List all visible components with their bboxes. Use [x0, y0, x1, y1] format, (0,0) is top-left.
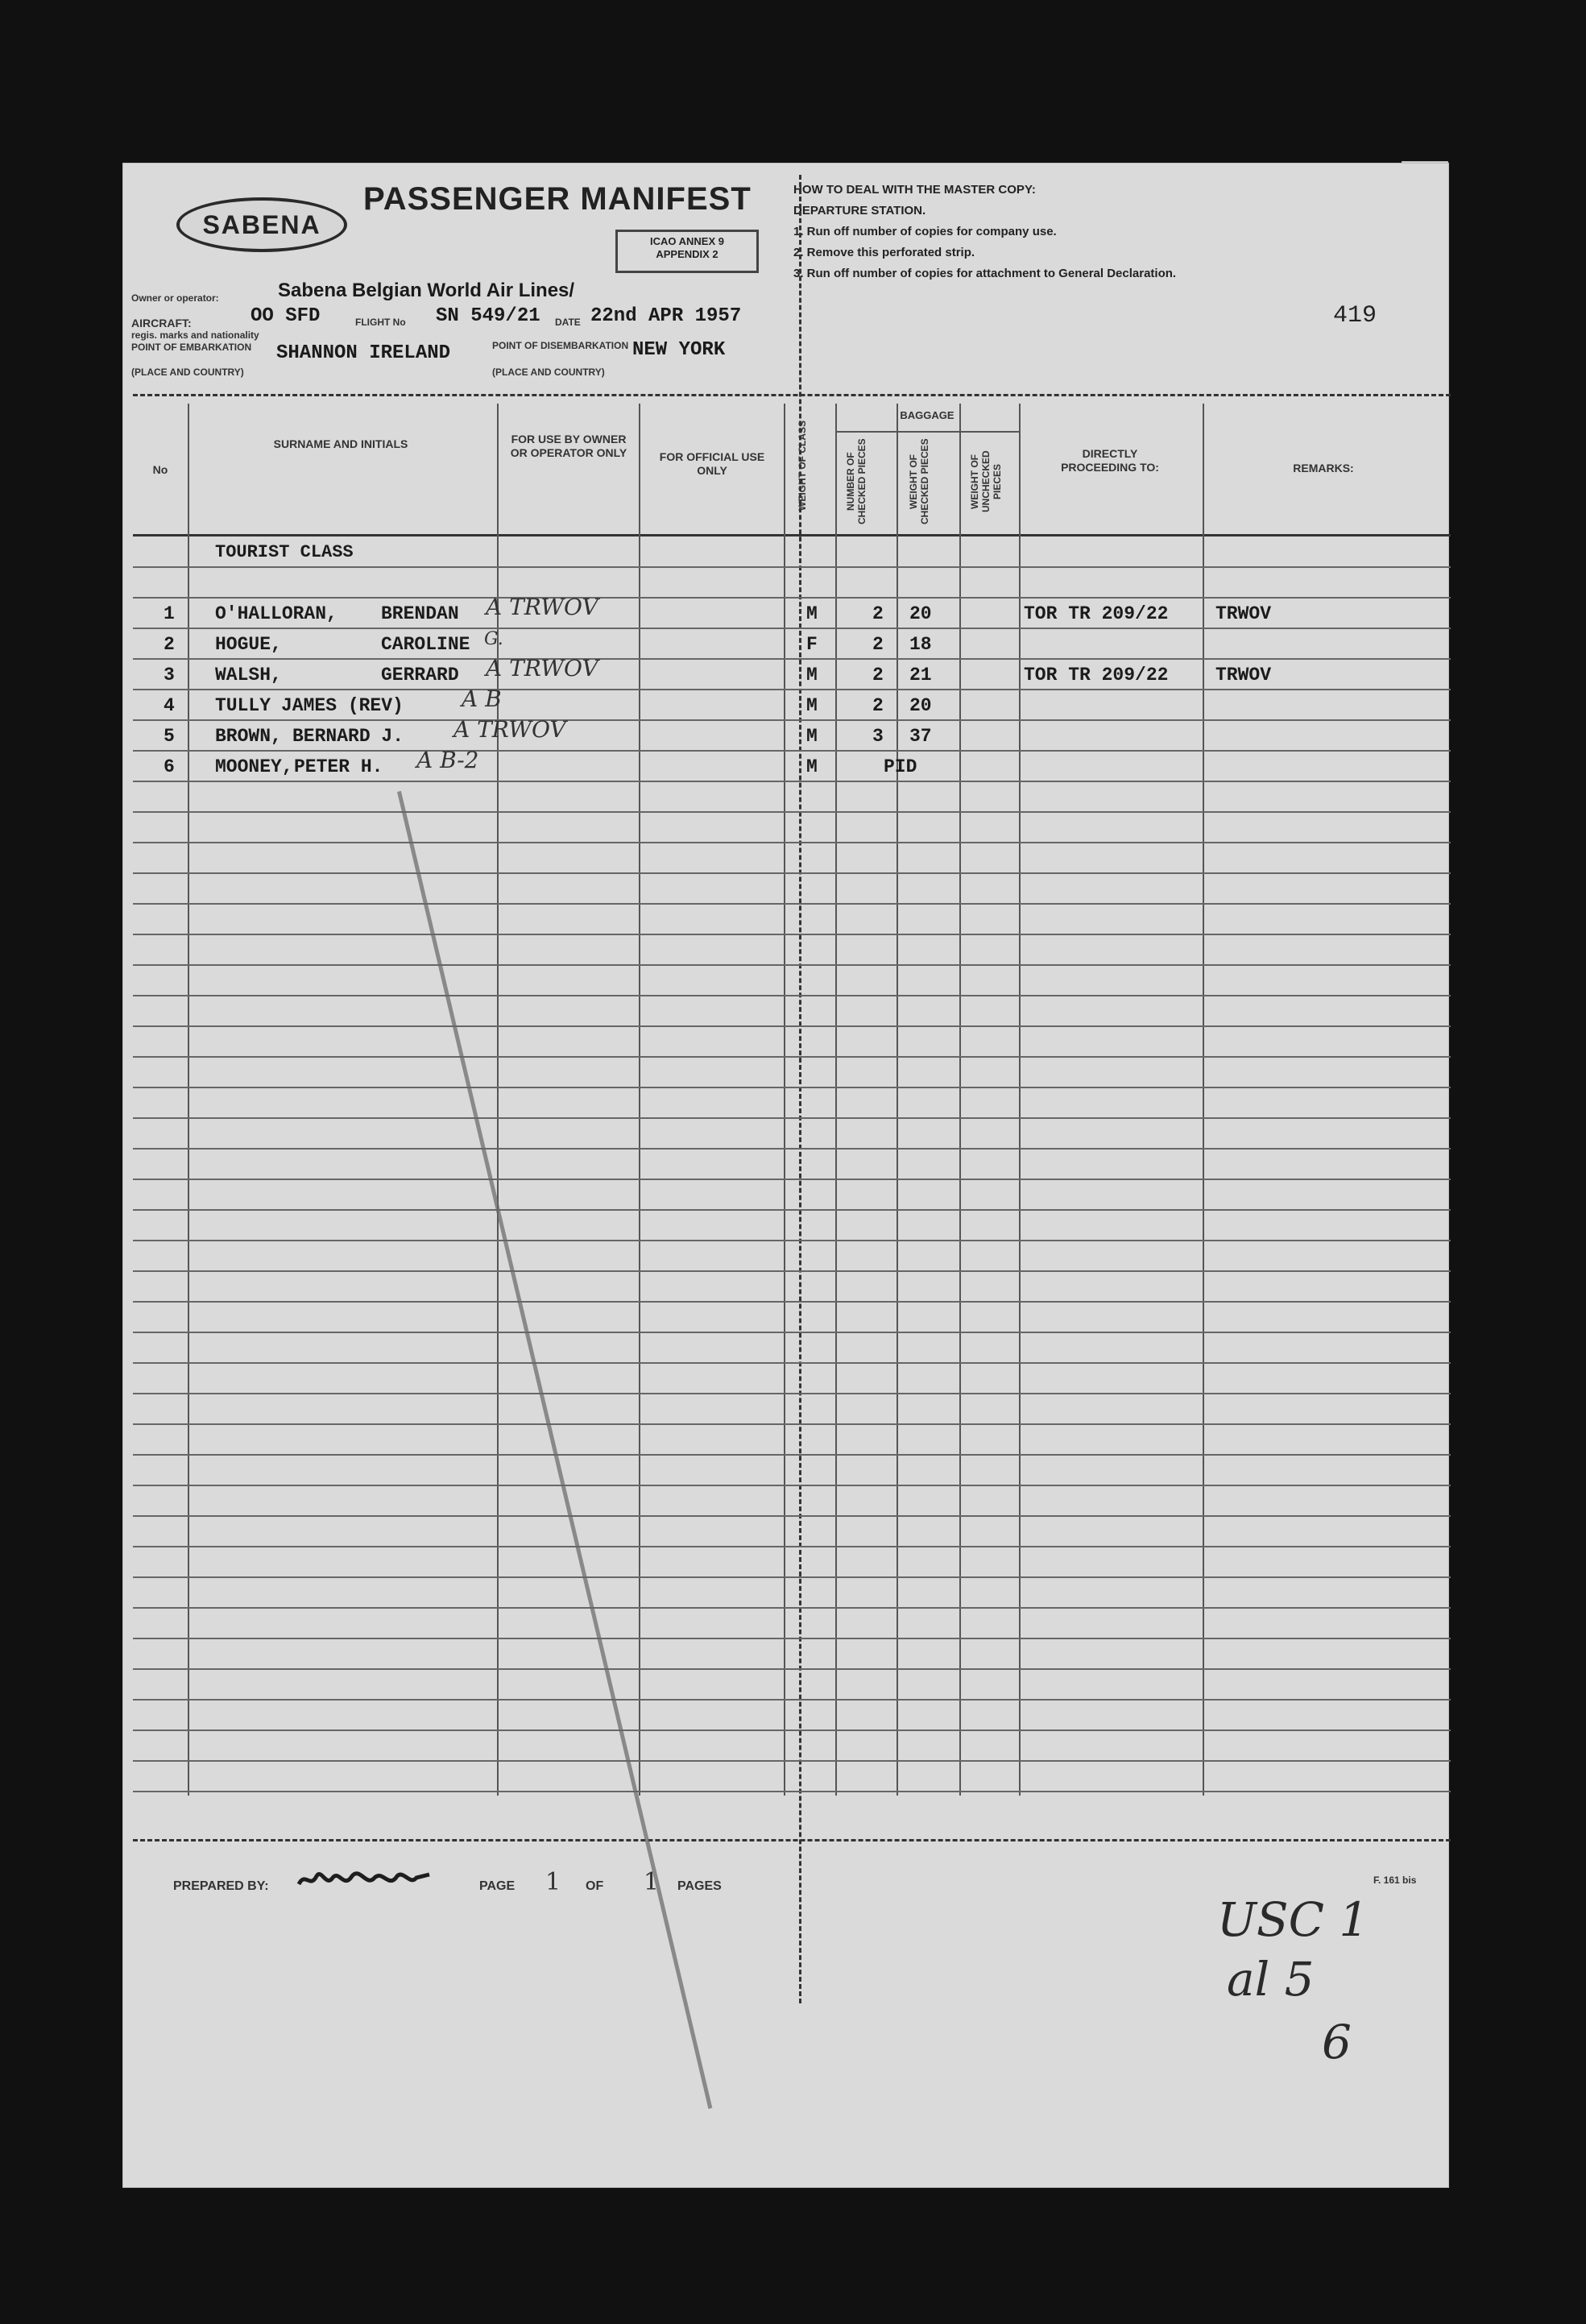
column-header-remarks: REMARKS: [1293, 462, 1354, 474]
row-surname: MOONEY, [215, 756, 293, 777]
table-rule [133, 1454, 1451, 1456]
table-rule [133, 1209, 1451, 1211]
table-rule [133, 1515, 1451, 1517]
icao-stamp [615, 230, 759, 273]
row-surname: BROWN, [215, 726, 282, 747]
row-surname: WALSH, [215, 665, 282, 686]
column-divider [639, 404, 640, 1796]
column-header-official-use: FOR OFFICIAL USE ONLY [659, 450, 765, 477]
form-code: F. 161 bis [1373, 1875, 1417, 1886]
row-handwritten-annotation: A B [462, 686, 502, 712]
table-rule [133, 1025, 1451, 1027]
column-divider [897, 404, 898, 1796]
table-rule [133, 872, 1451, 874]
row-pieces: 2 [872, 665, 884, 686]
row-pieces: PID [884, 756, 917, 777]
handwritten-note: al 5 [1227, 1952, 1315, 2007]
flight-label: FLIGHT No [355, 317, 406, 328]
preparer-signature-icon [296, 1866, 433, 1892]
column-header-weight: WEIGHT OF CLASS [797, 420, 808, 511]
table-rule [133, 566, 1451, 568]
column-header-weight-unchecked: WEIGHT OF UNCHECKED PIECES [969, 450, 1003, 513]
row-initials: BRENDAN [381, 603, 459, 624]
instructions-subtitle: DEPARTURE STATION. [793, 204, 926, 217]
column-header-surname: SURNAME AND INITIALS [273, 437, 408, 450]
table-rule [133, 1179, 1451, 1180]
row-initials: GERRARD [381, 665, 459, 686]
disembark-value: NEW YORK [632, 339, 726, 361]
aircraft-label: AIRCRAFT: [131, 317, 192, 329]
row-handwritten-annotation: A TRWOV [453, 716, 566, 743]
table-rule [133, 1485, 1451, 1486]
row-no: 5 [164, 726, 175, 747]
baggage-divider [835, 431, 1019, 433]
handwritten-note: USC 1 [1217, 1892, 1369, 1947]
row-initials: JAMES (REV) [281, 695, 404, 716]
date-label: DATE [555, 317, 581, 328]
sabena-logo: SABENA [176, 197, 347, 252]
column-divider [1203, 404, 1204, 1796]
column-header-owner-use: FOR USE BY OWNER OR OPERATOR ONLY [510, 433, 627, 459]
column-header-bottom [133, 534, 1451, 536]
table-rule [133, 628, 1451, 629]
column-divider [188, 404, 189, 1796]
row-no: 3 [164, 665, 175, 686]
row-remarks: TRWOV [1215, 603, 1272, 624]
flight-value: SN 549/21 [436, 305, 540, 327]
operator-value: Sabena Belgian World Air Lines/ [278, 280, 575, 301]
column-header-weight-checked: WEIGHT OF CHECKED PIECES [908, 438, 930, 525]
row-no: 1 [164, 603, 175, 624]
row-surname: O'HALLORAN, [215, 603, 337, 624]
row-weight: 20 [909, 695, 932, 716]
table-rule [133, 811, 1451, 813]
header-divider [133, 394, 1451, 396]
table-rule [133, 719, 1451, 721]
column-divider [835, 404, 837, 1796]
row-sex: F [806, 634, 818, 655]
table-rule [133, 658, 1451, 660]
table-rule [133, 1301, 1451, 1303]
pen-stroke [397, 791, 712, 2109]
embark-value: SHANNON IRELAND [276, 342, 451, 364]
row-handwritten-annotation: A TRWOV [486, 594, 598, 620]
table-rule [133, 1638, 1451, 1639]
row-no: 4 [164, 695, 175, 716]
page-title: PASSENGER MANIFEST [363, 181, 752, 217]
table-rule [133, 1607, 1451, 1609]
disembark-label: POINT OF DISEMBARKATION [492, 340, 629, 351]
table-rule [133, 1148, 1451, 1150]
row-no: 6 [164, 756, 175, 777]
instructions [793, 180, 1176, 284]
stamp-line: APPENDIX 2 [656, 248, 718, 260]
row-sex: M [806, 665, 818, 686]
table-rule [133, 1576, 1451, 1578]
page-stamp-number: 419 [1333, 302, 1377, 329]
table-rule [133, 1546, 1451, 1547]
table-rule [133, 842, 1451, 843]
row-proceeding: TOR TR 209/22 [1024, 665, 1169, 686]
section-label: TOURIST CLASS [215, 542, 354, 562]
footer-divider [133, 1839, 1451, 1841]
table-rule [133, 995, 1451, 996]
embark-label: POINT OF EMBARKATION [131, 342, 252, 353]
regis-label: regis. marks and nationality [131, 329, 259, 341]
row-handwritten-annotation: G. [484, 629, 503, 649]
table-rule [133, 1362, 1451, 1364]
table-rule [133, 1760, 1451, 1762]
row-pieces: 2 [872, 695, 884, 716]
table-rule [133, 1332, 1451, 1333]
stamp-line: ICAO ANNEX 9 [650, 235, 724, 247]
prepared-by-label: PREPARED BY: [173, 1879, 269, 1893]
row-weight: 37 [909, 726, 932, 747]
row-weight: 18 [909, 634, 932, 655]
table-rule [133, 1423, 1451, 1425]
instructions-title: HOW TO DEAL WITH THE MASTER COPY: [793, 183, 1036, 197]
aircraft-value: OO SFD [251, 305, 321, 327]
table-rule [133, 1791, 1451, 1792]
row-surname: HOGUE, [215, 634, 282, 655]
instructions-step: 3. Run off number of copies for attachment to General Declaration. [793, 267, 1177, 280]
table-rule [133, 1668, 1451, 1670]
manifest-sheet [122, 163, 1449, 2188]
row-pieces: 3 [872, 726, 884, 747]
row-weight: 21 [909, 665, 932, 686]
embark-sub: (PLACE AND COUNTRY) [131, 367, 244, 378]
table-rule [133, 1699, 1451, 1701]
row-sex: M [806, 756, 818, 777]
operator-label: Owner or operator: [131, 292, 219, 304]
table-rule [133, 964, 1451, 966]
instructions-step: 2. Remove this perforated strip. [793, 246, 975, 259]
row-weight: 20 [909, 603, 932, 624]
column-header-proceeding: DIRECTLY PROCEEDING TO: [1061, 447, 1159, 474]
table-rule [133, 1270, 1451, 1272]
disembark-sub: (PLACE AND COUNTRY) [492, 367, 605, 378]
table-rule [133, 903, 1451, 905]
table-rule [133, 750, 1451, 752]
column-divider [959, 404, 961, 1796]
table-rule [133, 1056, 1451, 1058]
row-initials: PETER H. [294, 756, 383, 777]
row-sex: M [806, 726, 818, 747]
page-value: 1 [545, 1868, 561, 1896]
row-pieces: 2 [872, 634, 884, 655]
table-rule [133, 1393, 1451, 1394]
handwritten-note: 6 [1322, 2015, 1352, 2069]
row-sex: M [806, 603, 818, 624]
column-header-num-checked: NUMBER OF CHECKED PIECES [845, 438, 868, 525]
date-value: 22nd APR 1957 [590, 305, 742, 327]
column-divider [784, 404, 785, 1796]
row-handwritten-annotation: A B-2 [416, 747, 479, 773]
instructions-step: 1. Run off number of copies for company use. [793, 225, 1057, 238]
table-rule [133, 781, 1451, 782]
of-value: 1 [644, 1868, 660, 1896]
page-label: PAGE [479, 1879, 516, 1893]
row-pieces: 2 [872, 603, 884, 624]
row-initials: CAROLINE [381, 634, 470, 655]
table-rule [133, 1087, 1451, 1088]
row-handwritten-annotation: A TRWOV [486, 655, 598, 681]
row-no: 2 [164, 634, 175, 655]
row-sex: M [806, 695, 818, 716]
of-label: OF [586, 1879, 604, 1893]
row-remarks: TRWOV [1215, 665, 1272, 686]
column-header-no: No [152, 463, 168, 476]
table-rule [133, 1117, 1451, 1119]
table-rule [133, 689, 1451, 690]
column-header-baggage: BAGGAGE [900, 409, 954, 421]
row-proceeding: TOR TR 209/22 [1024, 603, 1169, 624]
table-rule [133, 1240, 1451, 1241]
table-rule [133, 597, 1451, 599]
table-rule [133, 934, 1451, 935]
pages-label: PAGES [677, 1879, 722, 1893]
column-divider [1019, 404, 1021, 1796]
table-rule [133, 1730, 1451, 1731]
row-surname: TULLY [215, 695, 271, 716]
row-initials: BERNARD J. [292, 726, 404, 747]
